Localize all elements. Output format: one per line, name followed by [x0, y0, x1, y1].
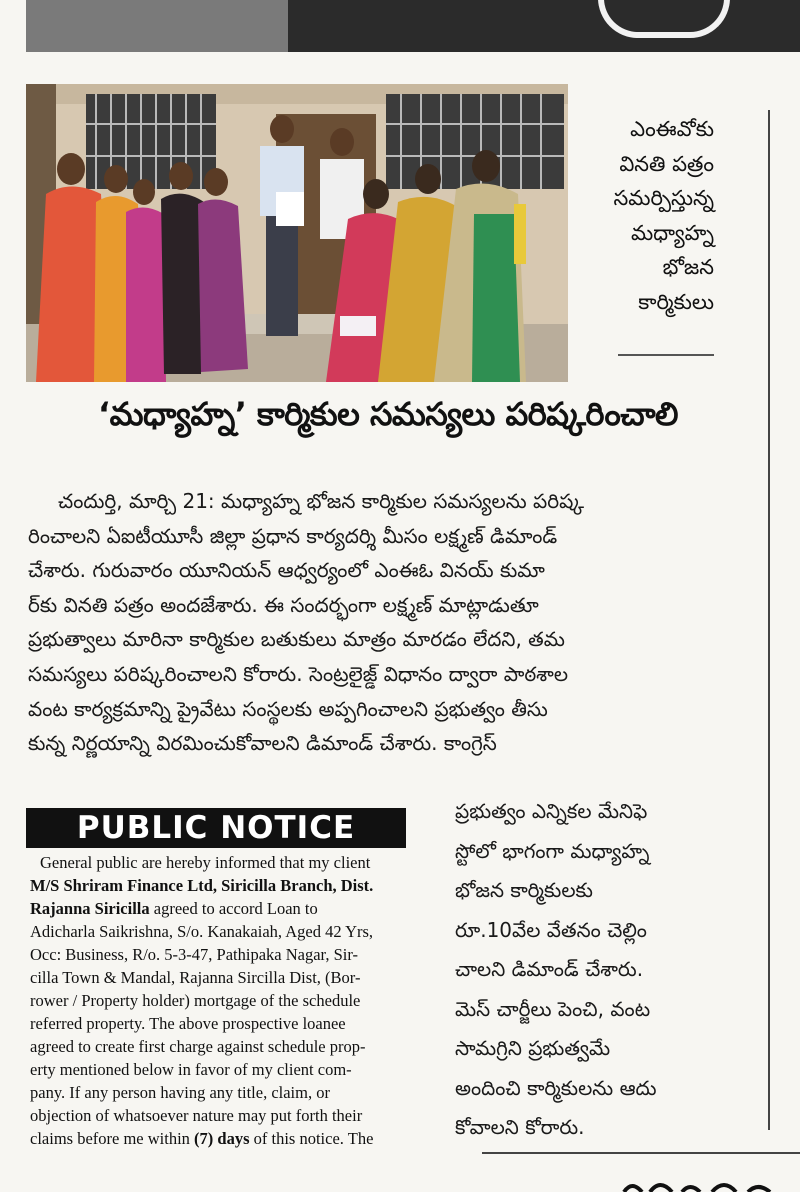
body-line: సామగ్రిని ప్రభుత్వమే: [455, 1036, 611, 1060]
notice-line: cilla Town & Mandal, Rajanna Sircilla Dist, (Bor-: [30, 968, 361, 987]
notice-bold: Rajanna Siricilla: [30, 899, 150, 918]
notice-line: [30, 1127, 402, 1150]
article-body-continued: [455, 792, 725, 1148]
bottom-divider: [482, 1152, 800, 1154]
news-photo: [26, 84, 568, 382]
notice-text-span: claims before me within: [30, 1129, 195, 1148]
notice-line: rower / Property holder) mortgage of the schedule: [30, 991, 361, 1010]
caption-line: సమర్పిస్తున్న: [613, 186, 714, 210]
body-line: అందించి కార్మికులను ఆదు: [455, 1075, 657, 1100]
body-line: ప్రభుత్వాలు మారినా కార్మికుల బతుకులు మాత్రం మారడం లేదని, తమ: [28, 627, 565, 652]
masthead-logo-fragment: [598, 0, 730, 38]
caption-underline: [618, 354, 714, 356]
photo-caption: [582, 112, 714, 319]
notice-line: erty mentioned below in favor of my client com-: [30, 1060, 352, 1079]
body-line: చందుర్తి, మార్చి 21: మధ్యాహ్న భోజన కార్మికుల సమస్యలను పరిష్క: [58, 489, 585, 513]
notice-line: General public are hereby informed that my client: [40, 853, 371, 872]
column-divider: [768, 110, 770, 1130]
next-article-fragment: [620, 1172, 800, 1192]
public-notice-text: [26, 848, 406, 1150]
public-notice-box: [26, 808, 406, 1192]
body-line: ప్రభుత్వం ఎన్నికల మేనిఫె: [455, 799, 648, 823]
body-line: భోజన కార్మికులకు: [455, 878, 593, 902]
body-line: చాలని డిమాండ్ చేశారు.: [455, 957, 644, 981]
notice-bold: M/S Shriram Finance Ltd, Siricilla Branch, Dist.: [30, 876, 374, 895]
notice-text-span: agreed to accord Loan to: [149, 899, 318, 918]
caption-line: భోజన: [662, 255, 714, 279]
caption-line: వినతి పత్రం: [619, 151, 714, 176]
notice-text-span: of this notice. The: [249, 1129, 374, 1148]
notice-line: agreed to create first charge against schedule prop-: [30, 1037, 366, 1056]
body-line: కోవాలని కోరారు.: [455, 1115, 585, 1139]
masthead-banner: [26, 0, 800, 52]
notice-line: Adicharla Saikrishna, S/o. Kanakaiah, Aged 42 Yrs,: [30, 922, 374, 941]
notice-line: [30, 874, 402, 897]
caption-line: కార్మికులు: [638, 289, 714, 314]
body-line: కున్న నిర్ణయాన్ని విరమించుకోవాలని డిమాండ్ చేశారు. కాంగ్రెస్: [28, 731, 497, 756]
notice-bold: (7) days: [194, 1129, 250, 1148]
body-line: రూ.10వేల వేతనం చెల్లిం: [455, 917, 647, 942]
news-photo-illustration: [26, 84, 568, 382]
article-headline: ‘మధ్యాహ్న’ కార్మికుల సమస్యలు పరిష్కరించాలి: [98, 395, 678, 433]
body-line: వంట కార్యక్రమాన్ని ప్రైవేటు సంస్థలకు అప్పగించాలని ప్రభుత్వం తీసు: [28, 696, 548, 721]
notice-line: pany. If any person having any title, claim, or: [30, 1083, 330, 1102]
body-line: స్టోలో భాగంగా మధ్యాహ్న: [455, 838, 650, 863]
notice-line: referred property. The above prospective loanee: [30, 1014, 346, 1033]
caption-line: ఎంఈవోకు: [630, 117, 714, 141]
body-line: చేశారు. గురువారం యూనియన్ ఆధ్వర్యంలో ఎంఈఓ వినయ్ కుమా: [28, 558, 545, 583]
notice-line: objection of whatsoever nature may put forth their: [30, 1106, 363, 1125]
public-notice-title: PUBLIC NOTICE: [26, 808, 406, 848]
body-line: రించాలని ఏఐటీయూసీ జిల్లా ప్రధాన కార్యదర్శి మీసం లక్ష్మణ్ డిమాండ్: [28, 523, 558, 548]
caption-line: మధ్యాహ్న: [630, 220, 714, 245]
article-body: [28, 484, 718, 761]
notice-line: [30, 897, 402, 920]
masthead-gray-block: [26, 0, 288, 52]
notice-line: Occ: Business, R/o. 5-3-47, Pathipaka Nagar, Sir-: [30, 945, 359, 964]
body-line: సమస్యలు పరిష్కరించాలని కోరారు. సెంట్రలైజ్డ్ విధానం ద్వారా పాఠశాల: [28, 661, 569, 686]
body-line: ర్‌కు వినతి పత్రం అందజేశారు. ఈ సందర్భంగా లక్ష్మణ్ మాట్లాడుతూ: [28, 592, 539, 617]
next-headline-cropped-glyphs: [620, 1172, 800, 1192]
body-line: మెస్ చార్జీలు పెంచి, వంట: [455, 996, 651, 1021]
